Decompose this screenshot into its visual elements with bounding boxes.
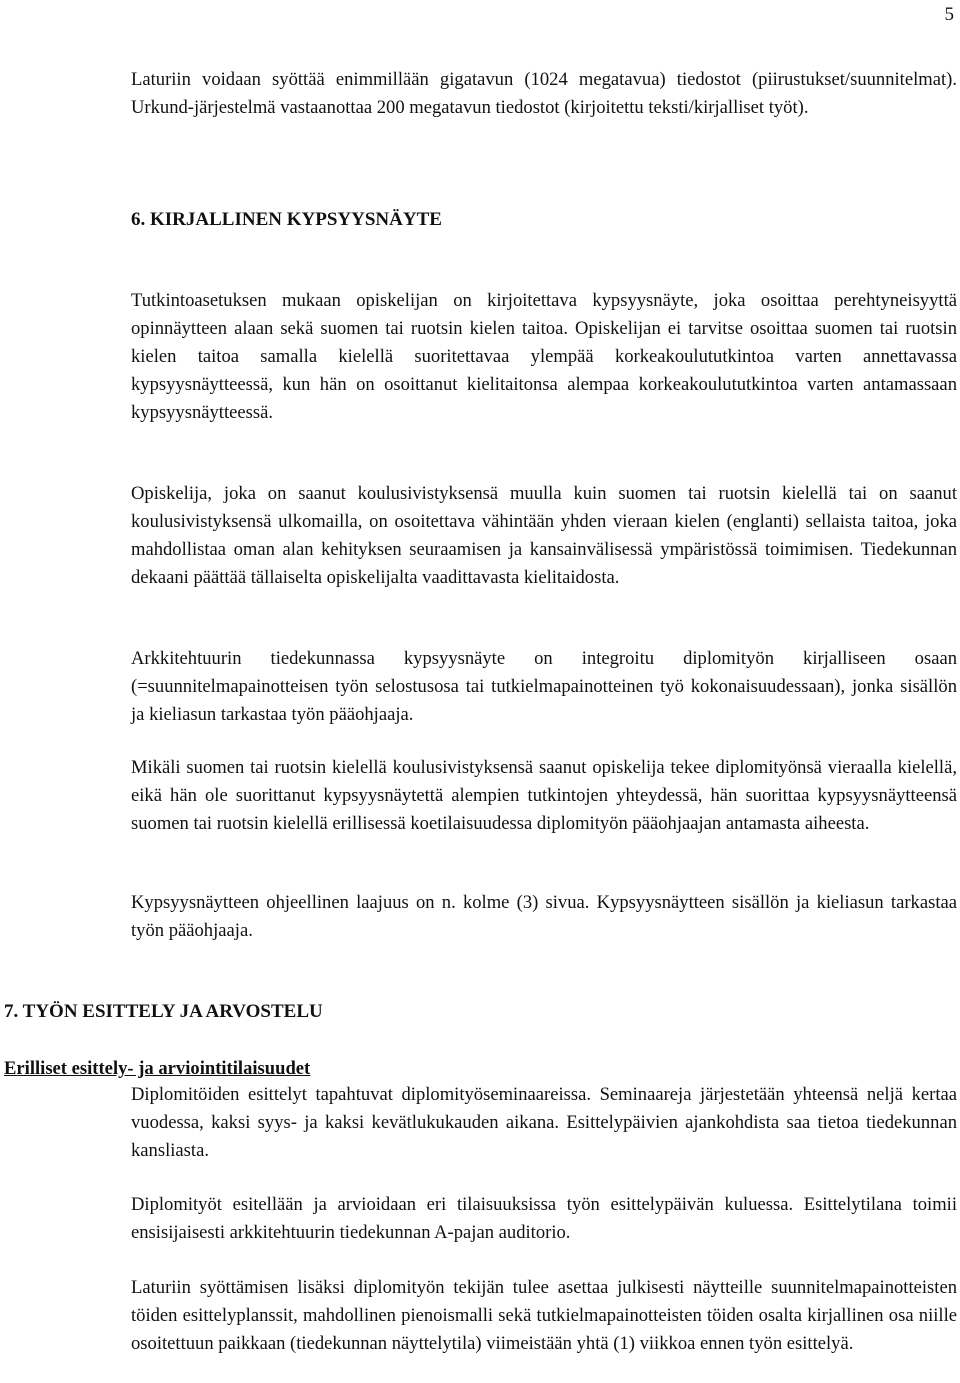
- section-6-paragraph-2: Opiskelija, joka on saanut koulusivistyksensä muulla kuin suomen tai ruotsin kielellä tai on saanut koulusivistyksensä ulkomailla, on osoitettava vähintään yhden vieraan kielen (englanti) sellaista taitoa, joka mahdollistaa oman alan kehityksen seuraamisen ja kansainvälisessä ympäristössä toimimisen. Tiedekunnan dekaani päättää tällaiselta opiskelijalta vaadittavasta kielitaidosta.: [131, 483, 957, 588]
- section-7-paragraph-3: Laturiin syöttämisen lisäksi diplomityön tekijän tulee asettaa julkisesti näytteille suunnitelmapainotteisten töiden esittelyplanssit, mahdollinen pienoismalli sekä tutkielmapainotteisten töiden osalta kirjallinen osa niille osoitettuun paikkaan (tiedekunnan näyttelytila) viimeistään yhtä (1) viikkoa ennen työn esittelyä.: [131, 1277, 957, 1354]
- section-6-paragraph-4: Mikäli suomen tai ruotsin kielellä koulusivistyksensä saanut opiskelija tekee diplomityönsä vieraalla kielellä, eikä hän ole suorittanut kypsyysnäytettä alempien tutkintojen yhteydessä, hän suorittaa kypsyysnäytteensä suomen tai ruotsin kielellä erillisessä koetilaisuudessa diplomityön pääohjaajan antamasta aiheesta.: [131, 757, 957, 834]
- section-7-heading: 7. TYÖN ESITTELY JA ARVOSTELU: [4, 1001, 323, 1022]
- section-6-heading: 6. KIRJALLINEN KYPSYYSNÄYTE: [131, 209, 442, 230]
- section-7-paragraph-2: Diplomityöt esitellään ja arvioidaan eri tilaisuuksissa työn esittelypäivän kuluessa. Esittelytilana toimii ensisijaisesti arkkitehtuurin tiedekunnan A-pajan auditorio.: [131, 1194, 957, 1243]
- page-number: 5: [944, 4, 954, 25]
- section-6-paragraph-5: Kypsyysnäytteen ohjeellinen laajuus on n. kolme (3) sivua. Kypsyysnäytteen sisällön ja kieliasun tarkastaa työn pääohjaaja.: [131, 892, 957, 941]
- section-7-subheading: Erilliset esittely- ja arviointitilaisuudet: [4, 1058, 311, 1079]
- section-6-paragraph-1: Tutkintoasetuksen mukaan opiskelijan on kirjoitettava kypsyysnäyte, joka osoittaa perehtyneisyyttä opinnäytteen alaan sekä suomen tai ruotsin kielen taitoa. Opiskelijan ei tarvitse osoittaa suomen tai ruotsin kielen taitoa samalla kielellä suoritettavaa ylempää korkeakoulututkintoa varten annettavassa kypsyysnäytteessä, kun hän on osoittanut kielitaitonsa alempaa korkeakoulututkintoa varten antamassaan kypsyysnäytteessä.: [131, 290, 957, 423]
- intro-paragraph: Laturiin voidaan syöttää enimmillään gigatavun (1024 megatavua) tiedostot (piirustukset/suunnitelmat). Urkund-järjestelmä vastaanottaa 200 megatavun tiedostot (kirjoitettu teksti/kirjalliset työt).: [131, 69, 957, 118]
- section-7-paragraph-1: Diplomitöiden esittelyt tapahtuvat diplomityöseminaareissa. Seminaareja järjestetään yhteensä neljä kertaa vuodessa, kaksi syys- ja kaksi kevätlukukauden aikana. Esittelypäivien ajankohdista saa tietoa tiedekunnan kansliasta.: [131, 1084, 957, 1161]
- section-6-paragraph-3: Arkkitehtuurin tiedekunnassa kypsyysnäyte on integroitu diplomityön kirjalliseen osaan (=suunnitelmapainotteisen työn selostusosa tai tutkielmapainotteinen työ kokonaisuudessaan), jonka sisällön ja kieliasun tarkastaa työn pääohjaaja.: [131, 648, 957, 725]
